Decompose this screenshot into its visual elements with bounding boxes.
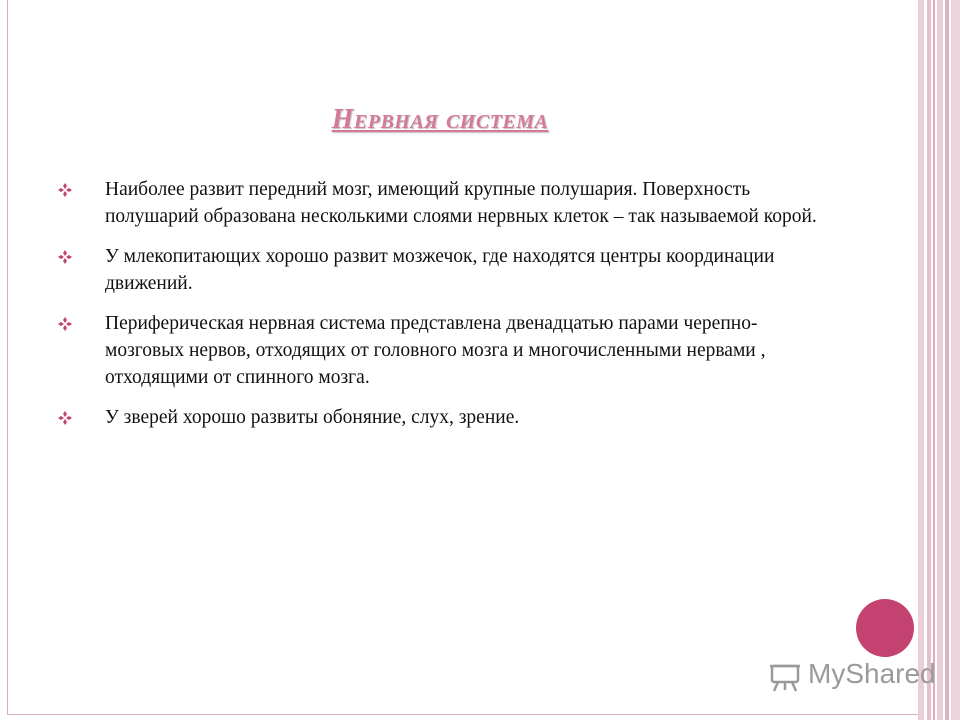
slide-title: Нервная система bbox=[331, 104, 549, 135]
diamond-quad-bullet-icon bbox=[58, 317, 72, 331]
bullet-text: Периферическая нервная система представлена двенадцатью парами черепно-мозговых нервов, отходящих от головного мозга и многочисленными нервами , отходящими от спинного мозга. bbox=[105, 313, 766, 388]
bullet-item bbox=[58, 310, 828, 391]
diamond-quad-bullet-icon bbox=[58, 183, 72, 197]
bullet-item bbox=[58, 243, 828, 297]
presentation-board-icon bbox=[768, 660, 802, 694]
diamond-quad-bullet-icon bbox=[58, 411, 72, 425]
diamond-quad-bullet-icon bbox=[58, 250, 72, 264]
watermark-logo-text: MyShared bbox=[808, 658, 936, 689]
bullet-list bbox=[58, 176, 828, 444]
bullet-text: Наиболее развит передний мозг, имеющий крупные полушария. Поверхность полушарий образована несколькими слоями нервных клеток – так называемой корой. bbox=[105, 179, 817, 227]
accent-circle bbox=[856, 599, 914, 657]
bullet-text: У млекопитающих хорошо развит мозжечок, где находятся центры координации движений. bbox=[105, 246, 775, 294]
bullet-item bbox=[58, 176, 828, 230]
decorative-side-stripes bbox=[918, 0, 960, 720]
bullet-item bbox=[58, 404, 828, 431]
bullet-text: У зверей хорошо развиты обоняние, слух, зрение. bbox=[105, 407, 520, 428]
